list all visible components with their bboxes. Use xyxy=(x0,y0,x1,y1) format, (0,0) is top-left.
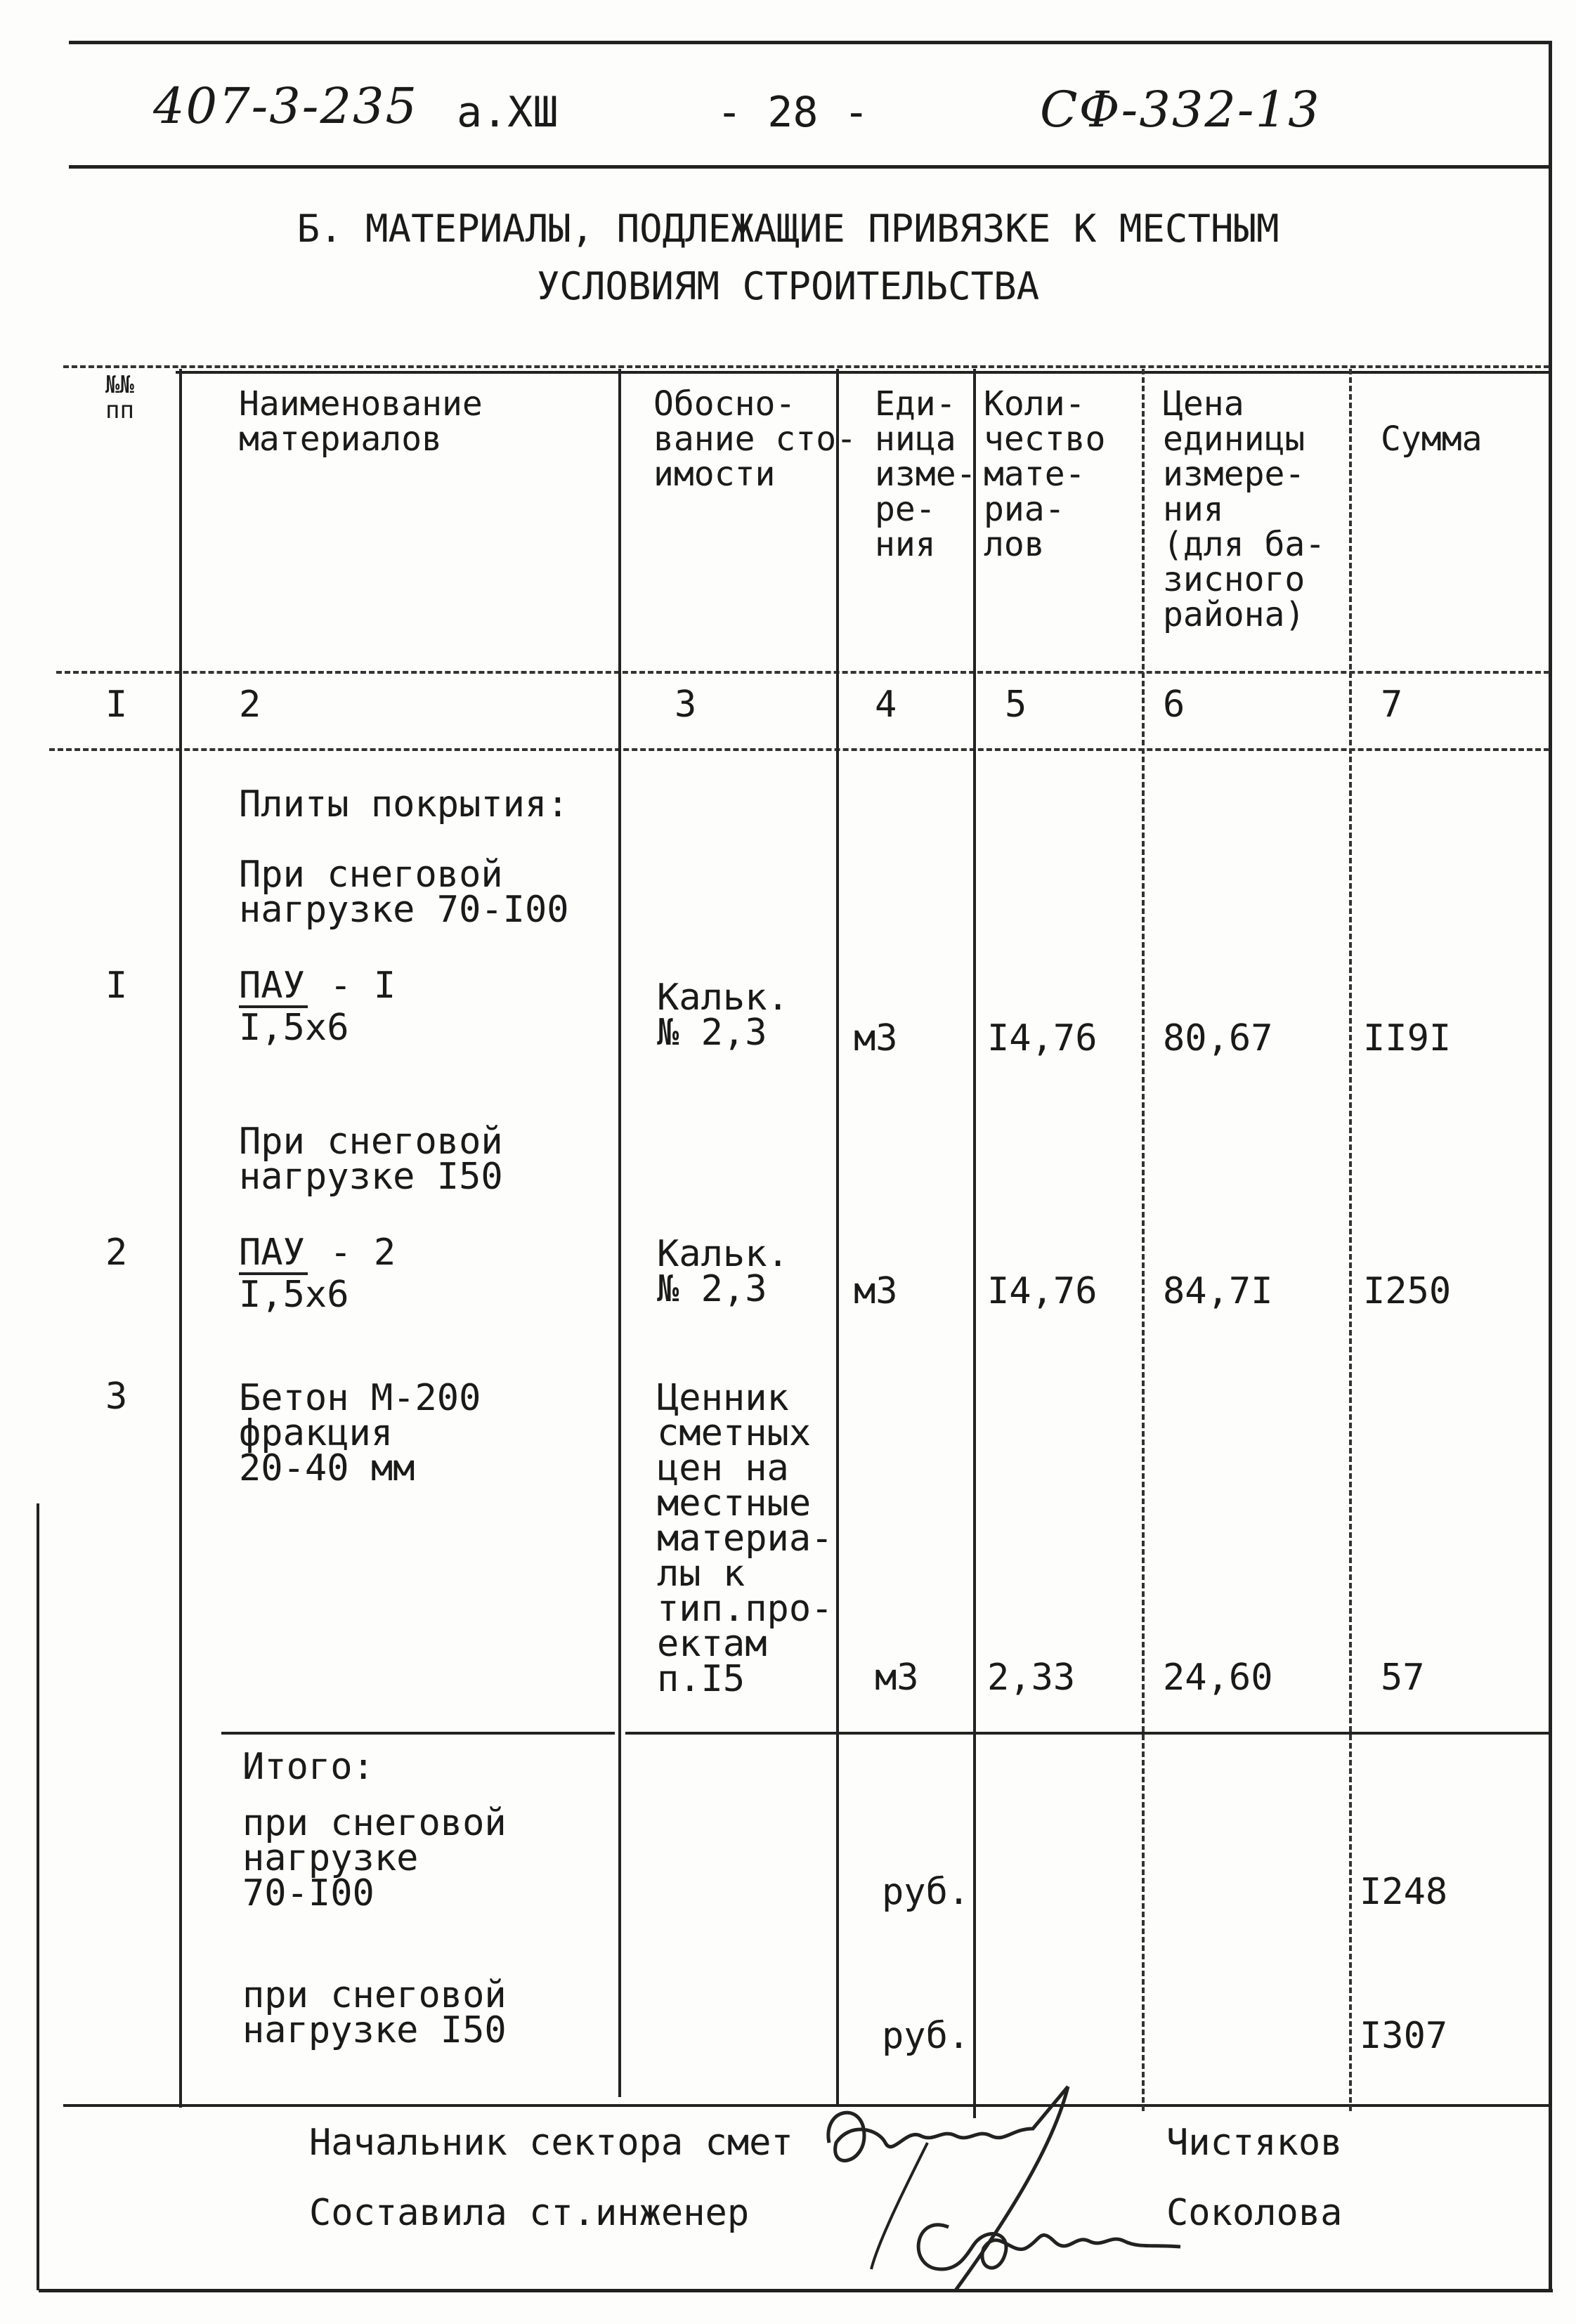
title-line-1: Б. МАТЕРИАЛЫ, ПОДЛЕЖАЩИЕ ПРИВЯЗКЕ К МЕСТНЫМ xyxy=(297,207,1279,251)
col-number-7: 7 xyxy=(1381,684,1403,726)
col-number-6: 6 xyxy=(1163,684,1185,726)
header-bottom-rule xyxy=(56,671,1549,674)
col-divider-6 xyxy=(1349,369,1352,2111)
row-1-sum: II9I xyxy=(1363,1017,1452,1059)
row-3-price: 24,60 xyxy=(1163,1657,1273,1699)
col-number-2: 2 xyxy=(239,684,261,726)
row-1-basis: Кальк. № 2,3 xyxy=(657,977,789,1054)
load-group-2-label: При снеговой нагрузке I50 xyxy=(239,1121,503,1198)
col-divider-5 xyxy=(1142,369,1145,2111)
sheet-code: СФ-332-13 xyxy=(1040,81,1321,138)
col-number-1: I xyxy=(105,684,128,726)
frame-bottom-border xyxy=(39,2289,1553,2292)
row-2-name-suffix: - 2 xyxy=(330,1232,396,1274)
frame-top-border xyxy=(69,41,1551,44)
row-2-basis: Кальк. № 2,3 xyxy=(657,1233,789,1310)
col-header-sum: Сумма xyxy=(1381,419,1483,459)
table-top-rule-solid xyxy=(176,371,1549,374)
row-1-name-suffix: - I xyxy=(330,965,396,1007)
signatory-2-name: Соколова xyxy=(1166,2192,1343,2234)
row-2-qty: I4,76 xyxy=(987,1270,1098,1312)
totals-1-sum: I248 xyxy=(1360,1871,1448,1913)
col-header-number: №№ пп xyxy=(105,371,134,424)
col-header-price: Цена единицы измере- ния (для ба- зисного района) xyxy=(1163,384,1326,634)
signatory-2-role: Составила ст.инженер xyxy=(309,2192,750,2234)
row-2-sum: I250 xyxy=(1363,1270,1452,1312)
col-header-unit: Еди- ница изме- ре- ния xyxy=(875,384,977,564)
row-2-price: 84,7I xyxy=(1163,1270,1273,1312)
col-header-quantity: Коли- чество мате- риа- лов xyxy=(984,384,1106,564)
row-3-qty: 2,33 xyxy=(987,1657,1076,1699)
section-heading: Плиты покрытия: xyxy=(239,783,569,825)
row-3-sum: 57 xyxy=(1381,1657,1425,1699)
row-3-name: Бетон М-200 фракция 20-40 мм xyxy=(239,1377,481,1489)
col-number-3: 3 xyxy=(675,684,697,726)
row-1-name xyxy=(239,966,396,1047)
album-number: а.XШ xyxy=(457,88,559,137)
row-2-name-top: ПАУ xyxy=(239,1233,308,1275)
col-divider-4 xyxy=(973,369,976,2118)
col-number-5: 5 xyxy=(1005,684,1027,726)
row-1-number: I xyxy=(105,965,128,1007)
signatory-1-name: Чистяков xyxy=(1166,2122,1343,2164)
signatory-1-role: Начальник сектора смет xyxy=(309,2122,793,2164)
row-1-price: 80,67 xyxy=(1163,1017,1273,1059)
row-2-name-bottom: I,5x6 xyxy=(239,1274,349,1316)
totals-2-unit: руб. xyxy=(882,2015,970,2057)
row-2-number: 2 xyxy=(105,1232,128,1274)
frame-right-border xyxy=(1549,41,1552,2289)
col-divider-1 xyxy=(179,369,182,2108)
header-rule xyxy=(69,165,1551,169)
totals-label: Итого: xyxy=(242,1746,375,1788)
table-top-rule xyxy=(63,365,1549,368)
row-1-unit: м3 xyxy=(854,1017,898,1059)
colnum-bottom-rule xyxy=(49,748,1549,751)
col-divider-3 xyxy=(836,369,839,2104)
row-3-unit: м3 xyxy=(875,1657,919,1699)
doc-code: 407-3-235 xyxy=(153,77,419,135)
row-2-name xyxy=(239,1233,396,1314)
totals-rule-left xyxy=(221,1732,615,1735)
totals-rule xyxy=(625,1732,1549,1735)
page-number: - 28 - xyxy=(717,88,869,137)
row-3-number: 3 xyxy=(105,1376,128,1418)
totals-2-sum: I307 xyxy=(1360,2015,1448,2057)
frame-left-border xyxy=(37,1503,39,2290)
totals-1-unit: руб. xyxy=(882,1871,970,1913)
handwritten-signatures xyxy=(801,2058,1194,2311)
col-header-basis: Обосно- вание сто- имости xyxy=(653,384,857,494)
row-1-name-top: ПАУ xyxy=(239,966,308,1008)
col-divider-2 xyxy=(618,369,621,2097)
load-group-1-label: При снеговой нагрузке 70-I00 xyxy=(239,854,569,931)
row-3-basis: Ценник сметных цен на местные материа- лы к тип.про- ектам п.I5 xyxy=(657,1377,833,1700)
title-line-2: УСЛОВИЯМ СТРОИТЕЛЬСТВА xyxy=(536,264,1040,308)
row-1-qty: I4,76 xyxy=(987,1017,1098,1059)
col-header-name: Наименование материалов xyxy=(239,384,483,459)
row-2-unit: м3 xyxy=(854,1270,898,1312)
row-1-name-bottom: I,5x6 xyxy=(239,1007,349,1049)
totals-1-label: при снеговой нагрузке 70-I00 xyxy=(242,1802,507,1914)
col-number-4: 4 xyxy=(875,684,897,726)
totals-2-label: при снеговой нагрузке I50 xyxy=(242,1974,507,2051)
